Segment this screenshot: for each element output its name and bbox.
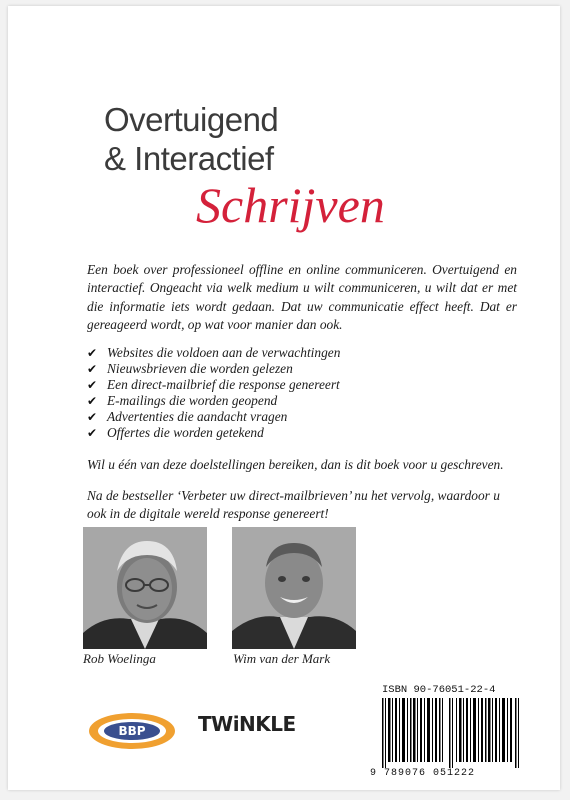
barcode [364, 698, 526, 781]
barcode-number: 9 789076 051222 [370, 768, 476, 779]
title-line-2: & Interactief [104, 140, 274, 177]
checklist-item-text: Nieuwsbrieven die worden gelezen [107, 361, 293, 376]
goal-paragraph: Wil u één van deze doelstellingen bereiken, dan is dit boek voor u geschreven. [87, 457, 504, 472]
checkmark-icon: ✔ [87, 394, 98, 408]
checklist-item-text: Advertenties die aandacht vragen [107, 409, 288, 424]
checklist-item [87, 393, 340, 409]
bbp-logo-text: BBP [118, 724, 146, 738]
title-line-3: Schrijven [196, 177, 385, 233]
checklist-item [87, 425, 340, 441]
bbp-logo [88, 712, 176, 750]
checkmark-icon: ✔ [87, 410, 98, 424]
checklist-item [87, 345, 340, 361]
twinkle-logo: TWiNKLE [198, 712, 296, 736]
checklist-item [87, 361, 340, 377]
portrait-wim-image [232, 527, 356, 649]
sequel-paragraph: Na de bestseller ‘Verbeter uw direct-mailbrieven’ nu het vervolg, waardoor u ook in de digitale wereld response genereert! [87, 488, 500, 522]
checklist-item-text: Offertes die worden getekend [107, 425, 264, 440]
checkmark-icon: ✔ [87, 378, 98, 392]
title-line-1: Overtuigend [104, 101, 279, 138]
checklist-item-text: Een direct-mailbrief die response genereert [107, 377, 340, 392]
author-caption-rob: Rob Woelinga [83, 651, 156, 666]
checklist-item [87, 409, 340, 425]
checklist-item-text: E-mailings die worden geopend [107, 393, 278, 408]
checklist-item [87, 377, 340, 393]
checkmark-icon: ✔ [87, 362, 98, 376]
checkmark-icon: ✔ [87, 426, 98, 440]
barcode-lines-image [382, 698, 520, 768]
checkmark-icon: ✔ [87, 346, 98, 360]
portrait-rob-image [83, 527, 207, 649]
author-caption-wim: Wim van der Mark [233, 651, 331, 666]
benefits-checklist [87, 345, 340, 441]
intro-paragraph: Een boek over professioneel offline en online communiceren. Overtuigend en interactief. Ongeacht via welk medium u wilt communiceren, u wilt dat er met die informatie iets wordt gedaan. Dat uw communicatie effect heeft. Dat er gereageerd wordt, op wat voor manier dan ook. [87, 262, 517, 333]
author-photo-wim [232, 527, 356, 649]
isbn-label: ISBN 90-76051-22-4 [382, 684, 496, 696]
author-photo-rob [83, 527, 207, 649]
checklist-item-text: Websites die voldoen aan de verwachtingen [107, 345, 341, 360]
